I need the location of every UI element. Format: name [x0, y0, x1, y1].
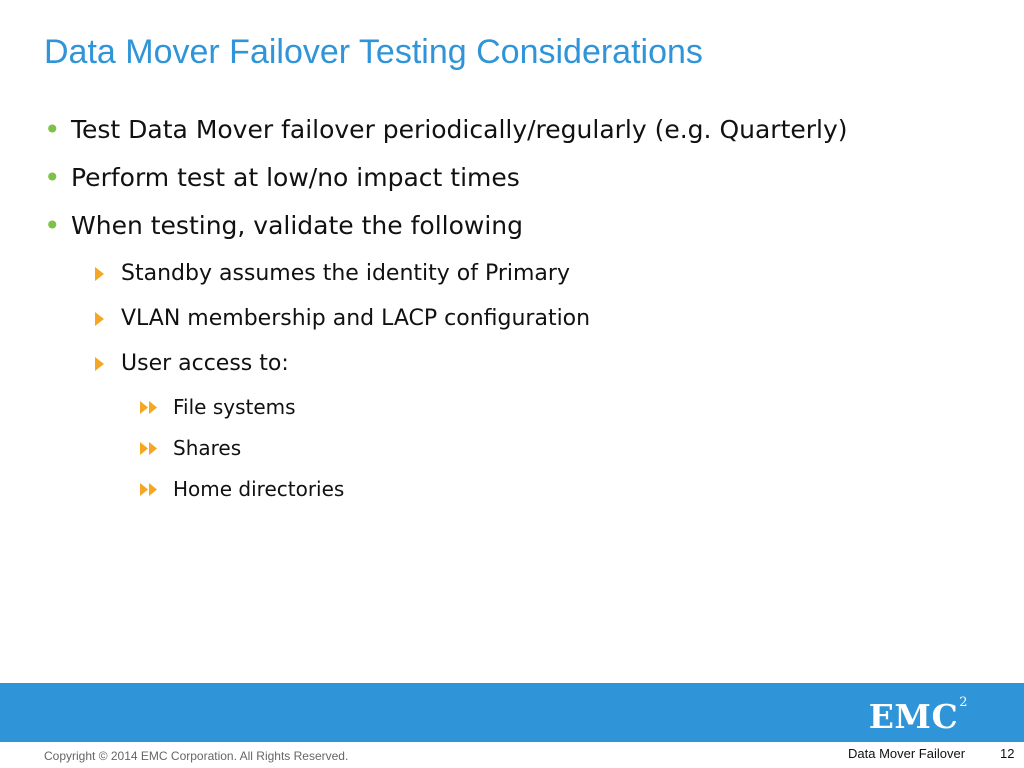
footer-band	[0, 683, 1024, 742]
bullet-item	[44, 161, 520, 194]
orange-triangle-icon	[95, 267, 104, 281]
orange-double-triangle-icon	[140, 442, 158, 455]
footer-deck-title: Data Mover Failover	[848, 746, 966, 761]
sub-bullet-text: User access to:	[121, 351, 289, 376]
bullet-text: Perform test at low/no impact times	[71, 163, 520, 192]
sub-bullet-text: Standby assumes the identity of Primary	[121, 261, 570, 286]
sub-sub-bullet-text: File systems	[173, 395, 296, 419]
sub-sub-bullet-item	[173, 475, 344, 503]
logo-text: EMC	[868, 697, 959, 736]
sub-bullet-item	[121, 304, 590, 334]
sub-sub-bullet-text: Home directories	[173, 477, 345, 501]
page-number: 12	[1000, 746, 1015, 761]
bullet-dot-icon: •	[44, 161, 61, 194]
sub-sub-bullet-text: Shares	[173, 436, 242, 460]
sub-sub-bullet-item	[173, 393, 296, 421]
bullet-item	[44, 209, 523, 242]
bullet-dot-icon: •	[44, 113, 61, 146]
slide-title: Data Mover Failover Testing Considerations	[44, 33, 703, 71]
emc-logo	[869, 695, 968, 735]
logo-superscript: 2	[959, 695, 968, 710]
bullet-dot-icon: •	[44, 209, 61, 242]
bullet-text: Test Data Mover failover periodically/regularly (e.g. Quarterly)	[71, 115, 848, 144]
orange-triangle-icon	[95, 357, 104, 371]
sub-bullet-item	[121, 349, 289, 379]
sub-bullet-text: VLAN membership and LACP configuration	[121, 306, 591, 331]
bullet-item	[44, 113, 848, 146]
copyright-text: Copyright © 2014 EMC Corporation. All Rights Reserved.	[44, 749, 349, 763]
sub-sub-bullet-item	[173, 434, 241, 462]
orange-double-triangle-icon	[140, 401, 158, 414]
bullet-text: When testing, validate the following	[71, 211, 523, 240]
orange-triangle-icon	[95, 312, 104, 326]
sub-bullet-item	[121, 259, 570, 289]
orange-double-triangle-icon	[140, 483, 158, 496]
